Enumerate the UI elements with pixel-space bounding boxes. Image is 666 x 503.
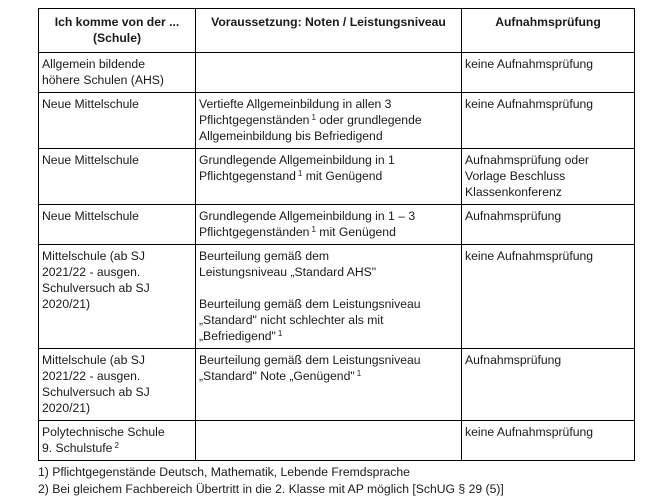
requirement-cell — [196, 93, 462, 149]
cell-line: Leistungsniveau „Standard AHS" — [199, 265, 377, 279]
document — [38, 8, 634, 498]
cell-line — [42, 440, 192, 456]
cell-line: keine Aufnahmsprüfung — [465, 249, 594, 263]
header-requirement — [196, 9, 462, 53]
header-row — [39, 9, 635, 53]
header-school-line: (Schule) — [92, 31, 142, 45]
requirement-cell — [196, 245, 462, 349]
table-row — [39, 93, 635, 149]
admission-table — [38, 8, 635, 461]
cell-line: keine Aufnahmsprüfung — [465, 425, 594, 439]
school-cell — [39, 349, 196, 421]
exam-cell — [462, 421, 635, 461]
cell-text: „Standard" Note „Genügend" — [199, 369, 355, 383]
cell-line: 2021/22 - ausgen. — [42, 369, 141, 383]
table-row — [39, 149, 635, 205]
cell-line: Neue Mittelschule — [42, 97, 139, 111]
cell-text: 9. Schulstufe — [42, 441, 113, 455]
footnote-ref: 2 — [114, 441, 119, 450]
cell-line: Mittelschule (ab SJ — [42, 353, 145, 367]
table-row — [39, 53, 635, 93]
exam-cell — [462, 93, 635, 149]
cell-line: Aufnahmsprüfung — [465, 353, 562, 367]
cell-text: Pflichtgegenständen — [199, 113, 310, 127]
cell-text: mit Genügend — [319, 225, 396, 239]
cell-line: Allgemein bildende — [42, 57, 145, 71]
cell-text: oder grundlegende — [319, 113, 422, 127]
cell-line: keine Aufnahmsprüfung — [465, 57, 594, 71]
exam-cell — [462, 53, 635, 93]
cell-line: Aufnahmsprüfung — [465, 209, 562, 223]
exam-cell — [462, 349, 635, 421]
cell-line: „Standard" nicht schlechter als mit — [199, 313, 384, 327]
header-exam — [462, 9, 635, 53]
cell-line: Mittelschule (ab SJ — [42, 249, 145, 263]
footnote-ref: 1 — [297, 169, 303, 178]
requirement-cell — [196, 53, 462, 93]
cell-line: Vertiefte Allgemeinbildung in allen 3 — [199, 97, 392, 111]
school-cell — [39, 149, 196, 205]
footnote-ref: 1 — [311, 113, 316, 122]
exam-cell — [462, 149, 635, 205]
cell-line: Beurteilung gemäß dem — [199, 249, 330, 263]
school-cell — [39, 245, 196, 349]
cell-line: Aufnahmsprüfung oder — [465, 153, 589, 167]
cell-text: Pflichtgegenständen — [199, 225, 310, 239]
footnote-ref: 1 — [311, 225, 316, 234]
school-cell — [39, 53, 196, 93]
cell-line — [199, 224, 458, 240]
cell-line: 2021/22 - ausgen. — [42, 265, 141, 279]
footnote-ref: 1 — [356, 369, 362, 378]
cell-line: Schulversuch ab SJ — [42, 281, 150, 295]
table-row — [39, 245, 635, 349]
header-exam-label: Aufnahmsprüfung — [495, 15, 601, 29]
requirement-cell — [196, 421, 462, 461]
requirement-cell — [196, 205, 462, 245]
exam-cell — [462, 245, 635, 349]
cell-line: Grundlegende Allgemeinbildung in 1 – 3 — [199, 209, 416, 223]
cell-line: Allgemeinbildung bis Befriedigend — [199, 129, 383, 143]
cell-line: keine Aufnahmsprüfung — [465, 97, 594, 111]
table-row — [39, 349, 635, 421]
cell-text: Pflichtgegenstand — [199, 169, 296, 183]
requirement-cell — [196, 349, 462, 421]
exam-cell — [462, 205, 635, 245]
cell-line: höhere Schulen (AHS) — [42, 73, 164, 87]
cell-line: Polytechnische Schule — [42, 425, 165, 439]
cell-text: „Befriedigend" — [199, 329, 276, 343]
cell-line: 2020/21) — [42, 297, 91, 311]
cell-line — [199, 168, 458, 184]
paragraph-gap — [199, 280, 458, 296]
cell-line: Klassenkonferenz — [465, 185, 562, 199]
cell-line: Schulversuch ab SJ — [42, 385, 150, 399]
cell-line — [199, 328, 458, 344]
table-row — [39, 421, 635, 461]
cell-line: Neue Mittelschule — [42, 209, 139, 223]
school-cell — [39, 205, 196, 245]
school-cell — [39, 93, 196, 149]
cell-line: 2020/21) — [42, 401, 91, 415]
cell-line — [199, 112, 458, 128]
footnote: 1) Pflichtgegenstände Deutsch, Mathematik, Lebende Fremdsprache — [38, 465, 410, 479]
cell-line: Grundlegende Allgemeinbildung in 1 — [199, 153, 395, 167]
header-requirement-label: Voraussetzung: Noten / Leistungsniveau — [211, 15, 446, 29]
cell-line: Beurteilung gemäß dem Leistungsniveau — [199, 353, 421, 367]
header-school — [39, 9, 196, 53]
cell-line: Beurteilung gemäß dem Leistungsniveau — [199, 297, 421, 311]
school-cell — [39, 421, 196, 461]
footnote: 2) Bei gleichem Fachbereich Übertritt in die 2. Klasse mit AP möglich [SchUG § 29 (5)] — [38, 482, 504, 496]
footnote-ref: 1 — [277, 329, 283, 338]
cell-text: mit Genügend — [305, 169, 383, 183]
cell-line: Vorlage Beschluss — [465, 169, 566, 183]
table-row — [39, 205, 635, 245]
cell-line: Neue Mittelschule — [42, 153, 139, 167]
cell-line — [199, 368, 458, 384]
header-school-line: Ich komme von der ... — [54, 15, 180, 29]
requirement-cell — [196, 149, 462, 205]
